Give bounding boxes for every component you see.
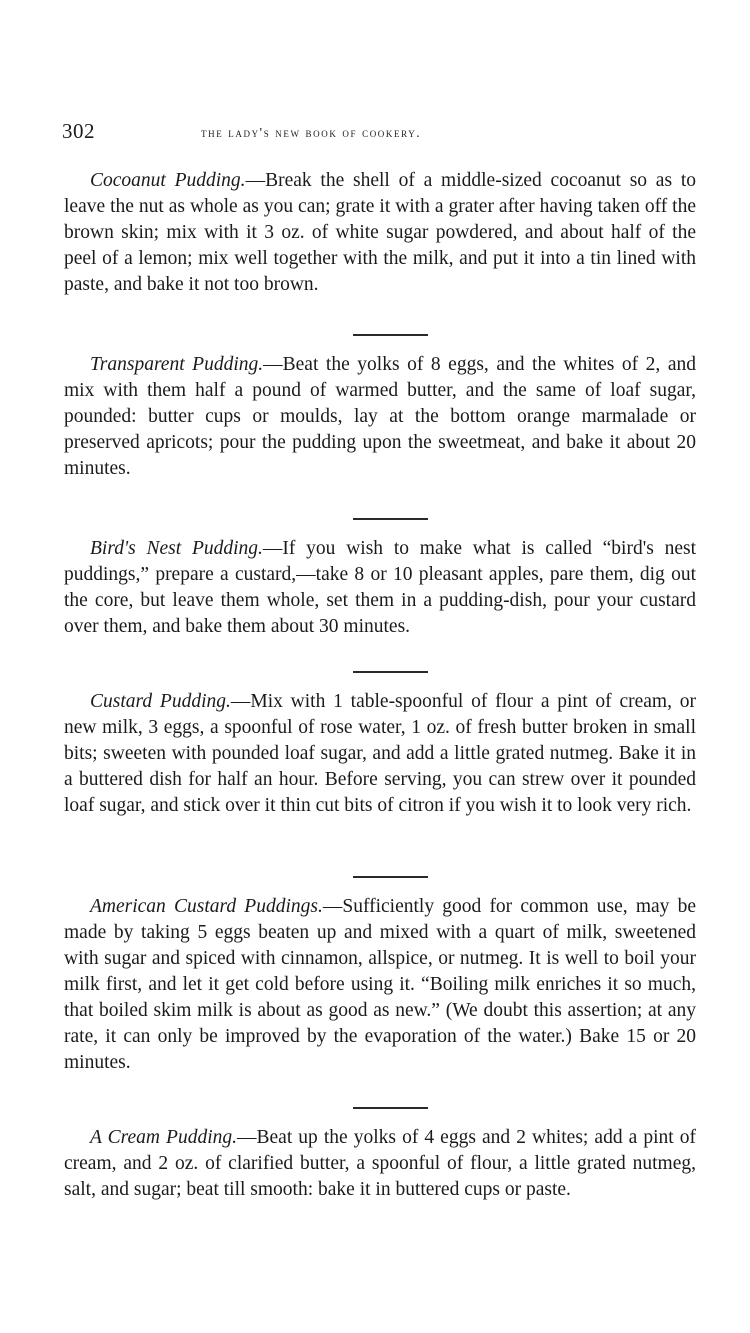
section-divider xyxy=(353,1107,428,1109)
recipe-title: A Cream Pudding. xyxy=(90,1127,237,1148)
running-title: the lady's new book of cookery. xyxy=(201,125,422,140)
recipe-text: —Sufficiently good for common use, may be made by taking 5 eggs beaten up and mixed with a quart of milk, sweetened with sugar and spiced with cinnamon, allspice, or nutmeg. It is well to boil your milk first, and let it get cold before using it. “Boiling milk enriches it so much, that boiled skim milk is about as good as new.” (We doubt this assertion; at any rate, it can only be improved by the evaporation of the water.) Bake 15 or 20 minutes. xyxy=(64,896,696,1073)
recipe-cream-pudding xyxy=(64,1125,696,1203)
recipe-title: Cocoanut Pudding. xyxy=(90,170,246,191)
recipe-text: —Beat the yolks of 8 eggs, and the whites of 2, and mix with them half a pound of warmed butter, and the same of loaf sugar, pounded: butter cups or moulds, lay at the bottom orange marmalade or preserved apricots; pour the pudding upon the sweetmeat, and bake it about 20 minutes. xyxy=(64,354,696,479)
recipe-text: —Beat up the yolks of 4 eggs and 2 whites; add a pint of cream, and 2 oz. of clarified butter, a spoonful of flour, a little grated nutmeg, salt, and sugar; beat till smooth: bake it in buttered cups or paste. xyxy=(64,1127,696,1200)
recipe-title: Transparent Pudding. xyxy=(90,354,264,375)
recipe-text: —Mix with 1 table-spoonful of flour a pint of cream, or new milk, 3 eggs, a spoonful of rose water, 1 oz. of fresh butter broken in small bits; sweeten with pounded loaf sugar, and add a little grated nutmeg. Bake it in a buttered dish for half an hour. Before serving, you can strew over it pounded loaf sugar, and stick over it thin cut bits of citron if you wish it to look very rich. xyxy=(64,691,696,816)
recipe-title: American Custard Puddings. xyxy=(90,896,323,917)
recipe-transparent-pudding xyxy=(64,352,696,482)
running-head xyxy=(62,119,702,149)
page-number: 302 xyxy=(62,119,95,143)
section-divider xyxy=(353,334,428,336)
recipe-american-custard-puddings xyxy=(64,894,696,1076)
recipe-title: Bird's Nest Pudding. xyxy=(90,538,263,559)
section-divider xyxy=(353,671,428,673)
recipe-cocoanut-pudding xyxy=(64,168,696,298)
recipe-birds-nest-pudding xyxy=(64,536,696,640)
recipe-custard-pudding xyxy=(64,689,696,819)
section-divider xyxy=(353,876,428,878)
recipe-title: Custard Pudding. xyxy=(90,691,231,712)
recipe-text: —If you wish to make what is called “bird's nest puddings,” prepare a custard,—take 8 or 10 pleasant apples, pare them, dig out the core, but leave them whole, set them in a pudding-dish, pour your custard over them, and bake them about 30 minutes. xyxy=(64,538,697,637)
section-divider xyxy=(353,518,428,520)
recipe-text: —Break the shell of a middle-sized cocoanut so as to leave the nut as whole as you can; grate it with a grater after having taken off the brown skin; mix with it 3 oz. of white sugar powdered, and about half of the peel of a lemon; mix well together with the milk, and put it into a tin lined with paste, and bake it not too brown. xyxy=(64,170,696,295)
